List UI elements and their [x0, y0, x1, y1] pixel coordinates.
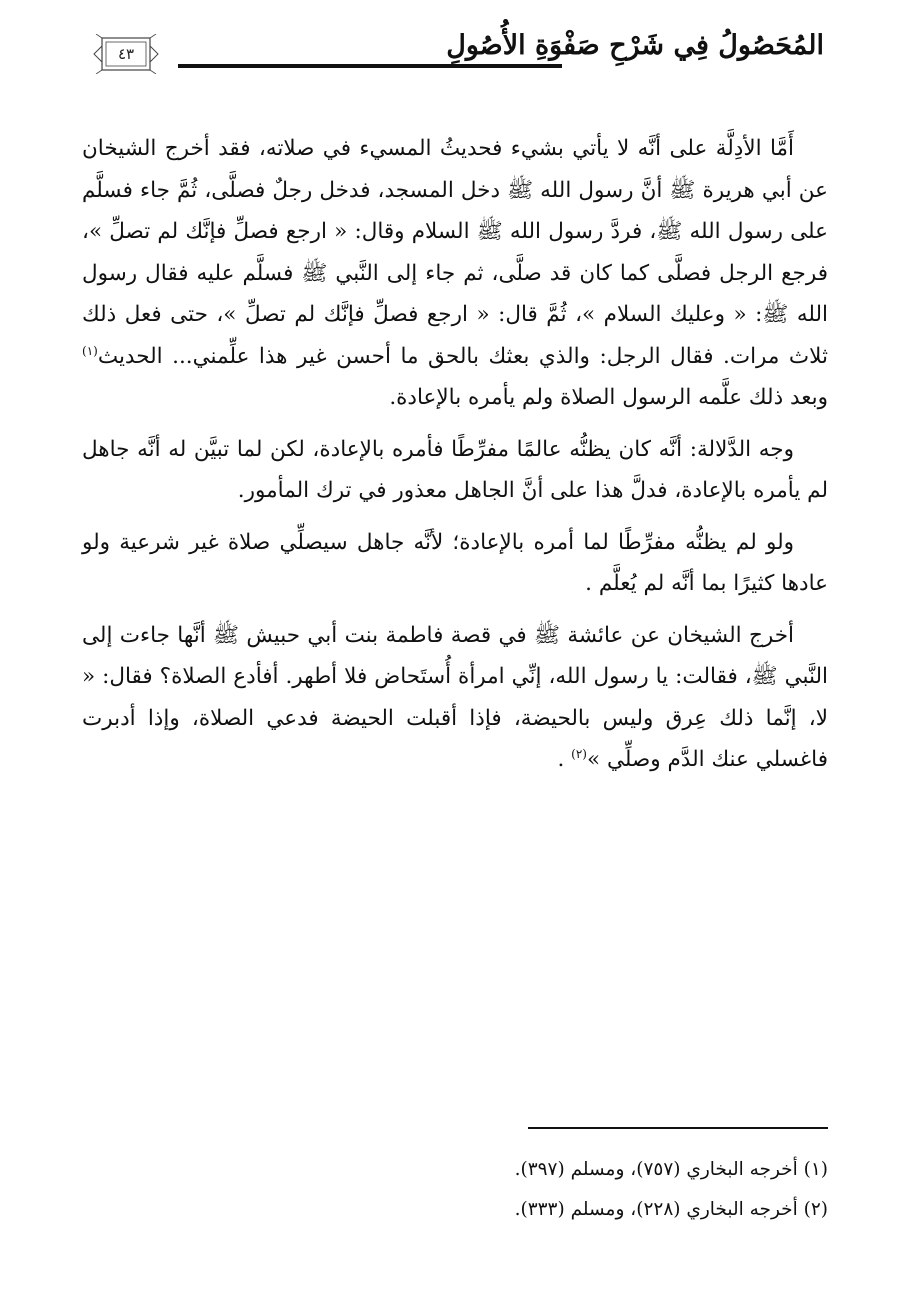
page-header: [0, 22, 910, 92]
header-rule: [178, 64, 562, 68]
paragraph-text: أَمَّا الأدِلَّة على أنَّه لا يأتي بشيء فحديثُ المسيء في صلاته، فقد أخرج الشيخان عن أبي هريرة ﷺ أنَّ رسول الله ﷺ دخل المسجد، فدخل رجلٌ فصلَّى، ثُمَّ جاء فسلَّم على رسول الله ﷺ، فردَّ رسول الله ﷺ السلام وقال: « ارجع فصلِّ فإنَّك لم تصلِّ »، فرجع الرجل فصلَّى كما كان قد صلَّى، ثم جاء إلى النَّبي ﷺ فسلَّم عليه فقال رسول الله ﷺ: « وعليك السلام »، ثُمَّ قال: « ارجع فصلِّ فإنَّك لم تصلِّ »، حتى فعل ذلك ثلاث مرات. فقال الرجل: والذي بعثك بالحق ما أحسن غير هذا علِّمني... الحديث: [82, 136, 828, 369]
paragraph-3: [82, 522, 828, 605]
footnote-1: (١) أخرجه البخاري (٧٥٧)، ومسلم (٣٩٧).: [514, 1159, 828, 1180]
main-text: [82, 128, 828, 791]
paragraph-text: وجه الدَّلالة: أنَّه كان يظنُّه عالمًا مفرِّطًا فأمره بالإعادة، لكن لما تبيَّن له أنَّه جاهل لم يأمره بالإعادة، فدلَّ هذا على أنَّ الجاهل معذور في ترك المأمور.: [82, 436, 828, 503]
footnote-ref: (١): [82, 343, 98, 358]
paragraph-text: .: [557, 747, 572, 772]
paragraph-1: [82, 128, 828, 419]
page-number: ٤٣: [117, 45, 135, 63]
paragraph-4: [82, 615, 828, 781]
page-number-badge: [92, 34, 160, 74]
paragraph-text: وبعد ذلك علَّمه الرسول الصلاة ولم يأمره بالإعادة.: [389, 385, 828, 410]
paragraph-2: [82, 429, 828, 512]
paragraph-text: أخرج الشيخان عن عائشة ﷺ في قصة فاطمة بنت أبي حبيش ﷺ أنَّها جاءت إلى النَّبي ﷺ، فقالت: يا رسول الله، إنِّي امرأة أُستَحاض فلا أطهر. أفأدع الصلاة؟ فقال: « لا، إنَّما ذلك عِرق وليس بالحيضة، فإذا أقبلت الحيضة فدعي الصلاة، وإذا أدبرت فاغسلي عنك الدَّم وصلِّي »: [82, 622, 828, 772]
footnote-2: (٢) أخرجه البخاري (٢٢٨)، ومسلم (٣٣٣).: [514, 1199, 828, 1220]
paragraph-text: ولو لم يظنُّه مفرِّطًا لما أمره بالإعادة؛ لأنَّه جاهل سيصلِّي صلاة غير شرعية ولو عادها كثيرًا بما أنَّه لم يُعلَّم .: [82, 529, 828, 596]
footnote-ref: (٢): [571, 746, 587, 761]
footnotes: [82, 1150, 828, 1230]
footnote-separator: [528, 1127, 828, 1129]
book-title: المُحَصُولُ فِي شَرْحِ صَفْوَةِ الأُصُولِ: [446, 30, 824, 61]
